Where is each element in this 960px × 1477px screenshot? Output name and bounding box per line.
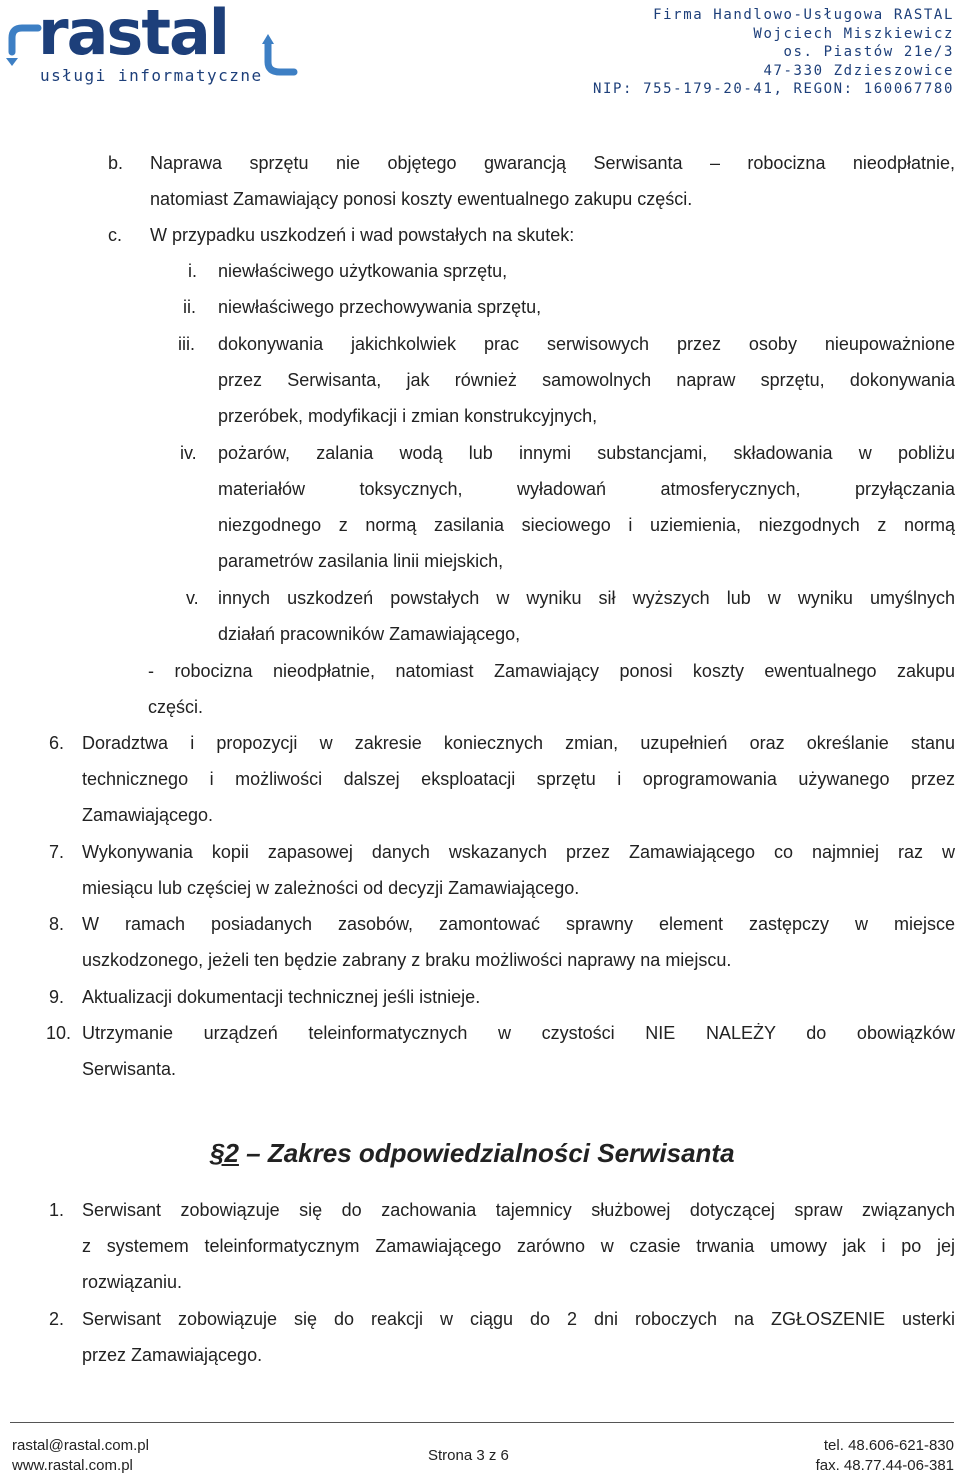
- company-owner: Wojciech Miszkiewicz: [753, 25, 954, 42]
- list-item-text: technicznego i możliwości dalszej eksploatacji sprzętu i oprogramowania używanego przez: [82, 769, 955, 789]
- list-item-text: W przypadku uszkodzeń i wad powstałych na skutek:: [150, 225, 575, 245]
- list-marker: ii.: [183, 297, 196, 317]
- list-item-text: W ramach posiadanych zasobów, zamontować sprawny element zastępczy w miejsce: [82, 914, 955, 934]
- footer-divider: [10, 1422, 954, 1423]
- list-marker: i.: [188, 261, 197, 281]
- list-item-text: przeróbek, modyfikacji i zmian konstrukcyjnych,: [218, 406, 598, 426]
- list-marker: 7.: [49, 842, 65, 862]
- list-item-text: innych uszkodzeń powstałych w wyniku sił wyższych lub w wyniku umyślnych: [218, 588, 955, 608]
- list-item-text: niewłaściwego użytkowania sprzętu,: [218, 261, 508, 281]
- logo-left-arrow-icon: [6, 22, 42, 68]
- logo-right-arrow-icon: [262, 32, 302, 80]
- footer-fax: fax. 48.77.44-06-381: [815, 1457, 954, 1474]
- list-item-text: dokonywania jakichkolwiek prac serwisowych przez osoby nieupoważnione: [218, 334, 955, 354]
- list-item-text: części.: [148, 697, 204, 717]
- company-street: os. Piastów 21e/3: [783, 44, 954, 61]
- company-address-block: [593, 6, 954, 99]
- list-marker: 9.: [49, 987, 65, 1007]
- list-item-text: natomiast Zamawiający ponosi koszty ewentualnego zakupu części.: [150, 189, 693, 209]
- company-name: Firma Handlowo-Usługowa RASTAL: [653, 7, 954, 23]
- list-item-text: Naprawa sprzętu nie objętego gwarancją Serwisanta – robocizna nieodpłatnie,: [150, 153, 955, 173]
- list-item-text: rozwiązaniu.: [82, 1272, 183, 1292]
- list-item-text: z systemem teleinformatycznym Zamawiającego zarówno w czasie trwania umowy jak i po jej: [82, 1236, 955, 1256]
- list-marker: 2.: [49, 1309, 65, 1329]
- company-city: 47-330 Zdzieszowice: [763, 62, 954, 79]
- list-item-text: działań pracowników Zamawiającego,: [218, 624, 521, 644]
- list-marker: 1.: [49, 1200, 65, 1220]
- list-marker: 8.: [49, 914, 65, 934]
- footer-email-link[interactable]: rastal@rastal.com.pl: [12, 1437, 149, 1454]
- list-item-text: parametrów zasilania linii miejskich,: [218, 551, 504, 571]
- list-item-text: uszkodzonego, jeżeli ten będzie zabrany z braku możliwości naprawy na miejscu.: [82, 950, 732, 970]
- list-item-text: - robocizna nieodpłatnie, natomiast Zamawiający ponosi koszty ewentualnego zakupu: [148, 661, 955, 681]
- list-item-text: niezgodnego z normą zasilania sieciowego i uziemienia, niezgodnych z normą: [218, 515, 955, 535]
- list-item-text: Wykonywania kopii zapasowej danych wskazanych przez Zamawiającego co najmniej raz w: [82, 842, 955, 862]
- logo-tagline: usługi informatyczne: [40, 66, 263, 85]
- list-item-text: Zamawiającego.: [82, 805, 214, 825]
- footer-phone: tel. 48.606-621-830: [823, 1437, 954, 1454]
- list-marker: 10.: [46, 1023, 72, 1043]
- list-item-text: przez Zamawiającego.: [82, 1345, 263, 1365]
- footer-website-link[interactable]: www.rastal.com.pl: [12, 1457, 133, 1474]
- logo-wordmark: rastal: [38, 0, 229, 69]
- company-logo: [4, 2, 304, 90]
- list-marker: iv.: [180, 443, 197, 463]
- list-item-text: niewłaściwego przechowywania sprzętu,: [218, 297, 542, 317]
- list-item-text: pożarów, zalania wodą lub innymi substancjami, składowania w pobliżu: [218, 443, 955, 463]
- section-title: – Zakres odpowiedzialności Serwisanta: [238, 1138, 735, 1168]
- company-tax-ids: NIP: 755-179-20-41, REGON: 160067780: [592, 81, 954, 98]
- list-item-text: Utrzymanie urządzeń teleinformatycznych w czystości NIE NALEŻY do obowiązków: [82, 1023, 955, 1043]
- list-marker: c.: [108, 225, 123, 245]
- list-item-text: Serwisanta.: [82, 1059, 177, 1079]
- list-item-text: miesiącu lub częściej w zależności od decyzji Zamawiającego.: [82, 878, 580, 898]
- list-marker: iii.: [178, 334, 195, 354]
- list-item-text: Serwisant zobowiązuje się do reakcji w ciągu do 2 dni roboczych na ZGŁOSZENIE usterki: [82, 1309, 955, 1329]
- list-marker: v.: [186, 588, 199, 608]
- list-item-text: przez Serwisanta, jak również samowolnych napraw sprzętu, dokonywania: [218, 370, 955, 390]
- list-item-text: Doradztwa i propozycji w zakresie koniecznych zmian, uzupełnień oraz określanie stanu: [82, 733, 955, 753]
- list-item-text: materiałów toksycznych, wyładowań atmosferycznych, przyłączania: [218, 479, 955, 499]
- page-number: Strona 3 z 6: [428, 1447, 509, 1464]
- section-heading: [210, 1137, 735, 1169]
- list-marker: b.: [108, 153, 124, 173]
- list-item-text: Aktualizacji dokumentacji technicznej jeśli istnieje.: [82, 987, 481, 1007]
- list-marker: 6.: [49, 733, 65, 753]
- list-item-text: Serwisant zobowiązuje się do zachowania tajemnicy służbowej dotyczącej spraw związanych: [82, 1200, 955, 1220]
- page-header: [0, 0, 960, 100]
- section-symbol: §2: [210, 1138, 239, 1168]
